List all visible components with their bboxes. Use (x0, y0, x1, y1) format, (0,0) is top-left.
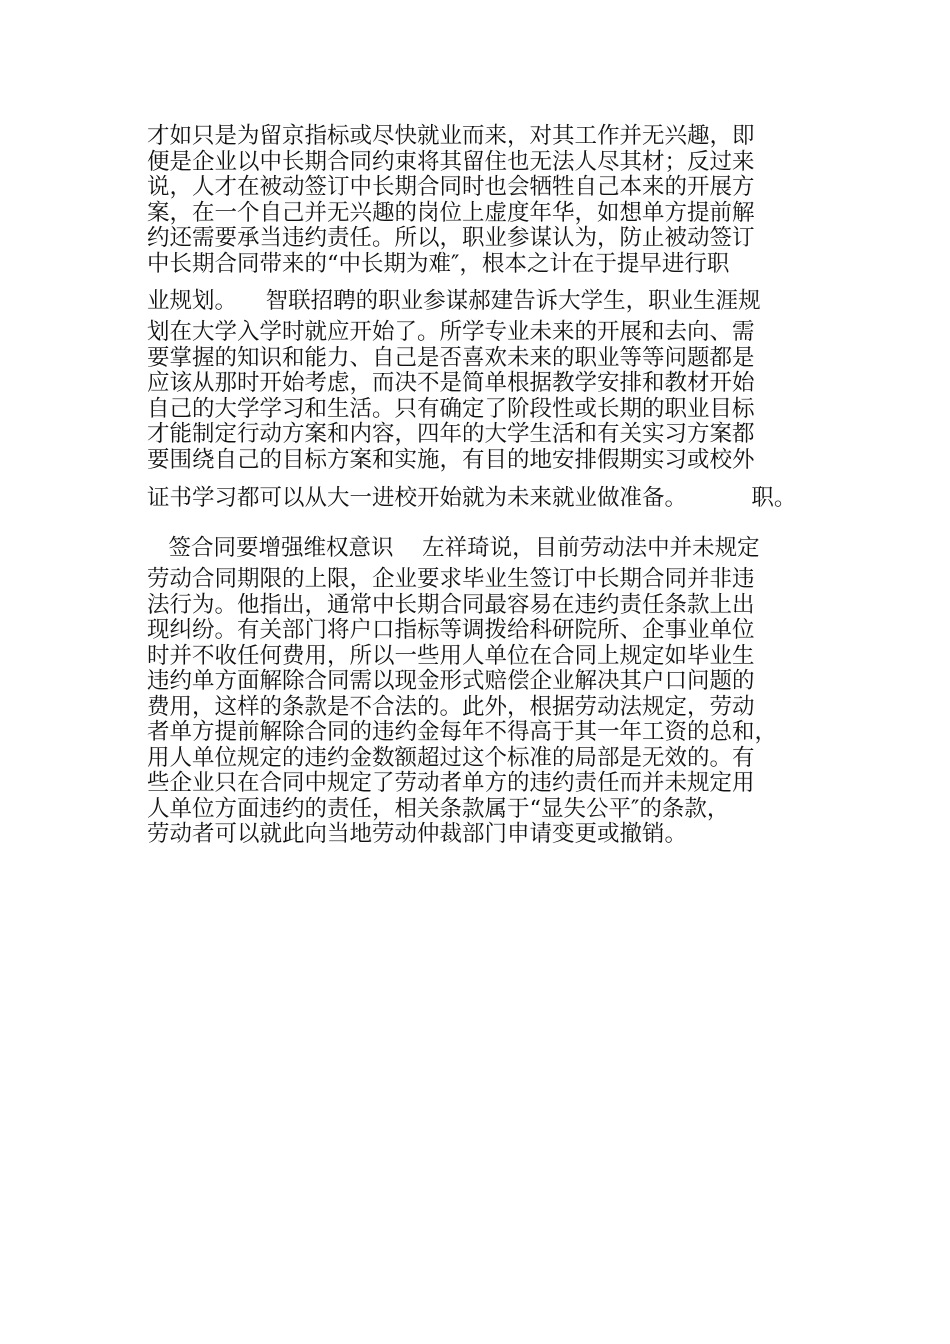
text-line: 法行为。他指出，通常中长期合同最容易在违约责任条款上出 (147, 591, 755, 618)
paragraph-2 (147, 320, 847, 473)
text-line: 现纠纷。有关部门将户口指标等调拨给科研院所、企事业单位 (147, 617, 755, 643)
text-line: 者单方提前解除合同的违约金每年不得高于其一年工资的总和， (147, 719, 778, 745)
text-line: 要掌握的知识和能力、自己是否喜欢未来的职业等等问题都是 (147, 344, 755, 371)
text-line: 人单位方面违约的责任，相关条款属于“显失公平″的条款， (147, 795, 730, 822)
text-line: 说，人才在被动签订中长期合同时也会牺牲自己本来的开展方 (147, 174, 755, 200)
section-heading-contract-rights: 签合同要增强维权意识 左祥琦说，目前劳动法中并未规定 (147, 535, 760, 561)
text-line: 才如只是为留京指标或尽快就业而来，对其工作并无兴趣，即 (147, 123, 755, 149)
text-line: 费用，这样的条款是不合法的。此外，根据劳动法规定，劳动 (147, 693, 755, 720)
text-line: 用人单位规定的违约金数额超过这个标准的局部是无效的。有 (147, 744, 755, 771)
standalone-line-career-planning: 业规划。 智联招聘的职业参谋郝建告诉大学生，职业生涯规 (147, 288, 761, 314)
standalone-line-certificate-study: 证书学习都可以从大一进校开始就为未来就业做准备。 职。 (147, 485, 797, 511)
paragraph-1 (147, 124, 847, 277)
paragraph-3 (147, 567, 847, 848)
text-line: 才能制定行动方案和内容，四年的大学生活和有关实习方案都 (147, 421, 755, 447)
text-line: 时并不收任何费用，所以一些用人单位在合同上规定如毕业生 (147, 642, 755, 669)
text-line: 违约单方面解除合同需以现金形式赔偿企业解决其户口问题的 (147, 668, 755, 694)
text-line: 案，在一个自己并无兴趣的岗位上虚度年华，如想单方提前解 (147, 199, 755, 226)
text-line: 应该从那时开始考虑，而决不是简单根据教学安排和教材开始 (147, 370, 755, 396)
text-line: 要围绕自己的目标方案和实施，有目的地安排假期实习或校外 (147, 446, 755, 473)
text-line: 自己的大学学习和生活。只有确定了阶段性或长期的职业目标 (147, 395, 755, 422)
text-line: 划在大学入学时就应开始了。所学专业未来的开展和去向、需 (147, 319, 755, 345)
text-line: 劳动合同期限的上限，企业要求毕业生签订中长期合同并非违 (147, 566, 755, 592)
text-line: 些企业只在合同中规定了劳动者单方的违约责任而并未规定用 (147, 770, 755, 796)
text-line: 中长期合同带来的“中长期为难″，根本之计在于提早进行职 (147, 250, 730, 277)
text-line: 劳动者可以就此向当地劳动仲裁部门申请变更或撤销。 (147, 821, 688, 847)
text-line: 便是企业以中长期合同约束将其留住也无法人尽其材；反过来 (147, 148, 755, 175)
text-line: 约还需要承当违约责任。所以，职业参谋认为，防止被动签订 (147, 225, 755, 251)
